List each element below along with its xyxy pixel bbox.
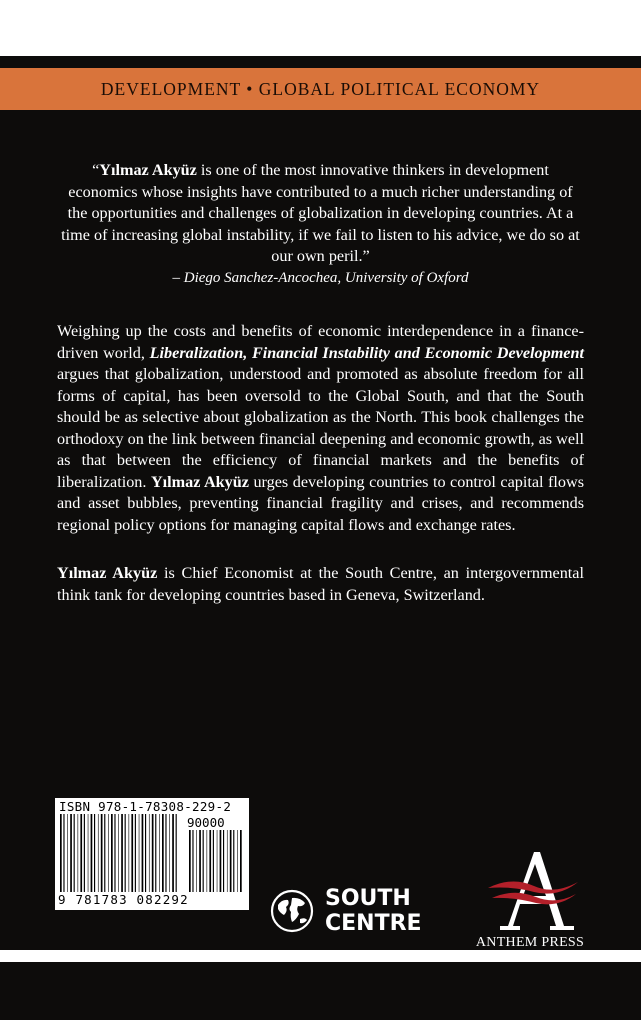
addon-barcode-bars [188,830,244,892]
barcode-bar [149,814,150,892]
quote-open-mark: “ [92,161,100,179]
isbn-text: ISBN 978-1-78308-229-2 [59,799,232,814]
south-centre-logo-text [325,886,422,936]
book-title: Liberalization, Financial Instability and Economic Development [149,343,584,362]
quote-text: is one of the most innovative thinkers in development economics whose insights have contributed to a much richer understanding of the opportunities and challenges of globalization in developing countries. At a time of increasing global instability, if we fail to listen to his advice, we do so at our own peril.” [61,161,580,266]
barcode-bar [230,830,232,892]
publisher-name: ANTHEM PRESS [475,935,585,950]
bottom-dark-band [0,962,641,1020]
barcode-bar [74,814,75,892]
back-cover [0,56,641,950]
isbn-barcode [55,798,249,910]
south-centre-line-2: CENTRE [325,911,422,936]
ean-digits: 9 781783 082292 [58,892,189,907]
barcode-bar [135,814,136,892]
barcode-bar [125,814,126,892]
bio-author-name: Yılmaz Akyüz [57,564,158,582]
barcode-bar [213,830,214,892]
barcode-bar [67,814,68,892]
barcode-bar [152,814,154,892]
blurb-part-3: urges developing countries to control capital flows and asset bubbles, preventing financial fragility and crises, and recommends regional policy options for managing capital flows and exchange rates. [57,472,584,534]
globe-icon [270,889,314,933]
barcode-bar [70,814,72,892]
barcode-bar [172,814,174,892]
barcode-bar [88,814,89,892]
barcode-bar [227,830,228,892]
barcode-bar [139,814,140,892]
price-code: 90000 [187,815,225,830]
barcode-bar [111,814,113,892]
barcode-bar [142,814,144,892]
barcode-bar [78,814,79,892]
barcode-bar [169,814,170,892]
barcode-bar [207,830,208,892]
barcode-bar [121,814,123,892]
barcode-bar [63,814,64,892]
barcode-bars [59,814,179,892]
quote-author-name: Yılmaz Akyüz [99,161,197,179]
quote-attribution: – Diego Sanchez-Ancochea, University of Oxford [172,269,469,286]
bottom-white-strip [0,950,641,962]
barcode-bar [94,814,95,892]
barcode-bar [80,814,82,892]
barcode-bar [240,830,242,892]
barcode-bar [220,830,222,892]
book-description [57,321,584,536]
barcode-bar [162,814,164,892]
barcode-bar [217,830,218,892]
barcode-bar [165,814,166,892]
blurb-part-2: argues that globalization, understood and promoted as absolute freedom for all forms of capital, has been oversold to the Global South, and that the South should be as selective about globalization as the North. This book challenges the orthodoxy on the link between financial deepening and economic growth, as well as that between the efficiency of financial markets and the benefits of liberalization. [57,365,584,491]
barcode-bar [114,814,115,892]
blurb-part-1: Weighing up the costs and benefits of economic interdependence in a finance-driven world, [57,322,584,362]
barcode-bar [199,830,201,892]
barcode-bar [60,814,62,892]
author-bio [57,563,584,606]
anthem-press-logo-icon [482,848,582,938]
barcode-bar [145,814,146,892]
endorsement-quote [60,160,581,290]
barcode-bar [192,830,193,892]
barcode-bar [176,814,177,892]
south-centre-line-1: SOUTH [325,886,411,911]
barcode-bar [91,814,93,892]
barcode-bar [223,830,224,892]
barcode-bar [101,814,103,892]
barcode-bar [131,814,133,892]
barcode-bar [104,814,105,892]
barcode-bar [98,814,99,892]
barcode-bar [129,814,130,892]
barcode-bar [155,814,156,892]
bio-text: is Chief Economist at the South Centre, an intergovernmental think tank for developing countries based in Geneva, Switzerland. [57,564,584,604]
barcode-bar [209,830,211,892]
barcode-bar [196,830,197,892]
barcode-bar [203,830,204,892]
barcode-bar [237,830,238,892]
series-banner: DEVELOPMENT • GLOBAL POLITICAL ECONOMY [0,68,641,110]
barcode-bar [118,814,119,892]
barcode-bar [189,830,191,892]
blurb-author-name: Yılmaz Akyüz [150,472,249,491]
barcode-bar [84,814,85,892]
barcode-bar [159,814,160,892]
barcode-bar [108,814,109,892]
barcode-bar [233,830,234,892]
